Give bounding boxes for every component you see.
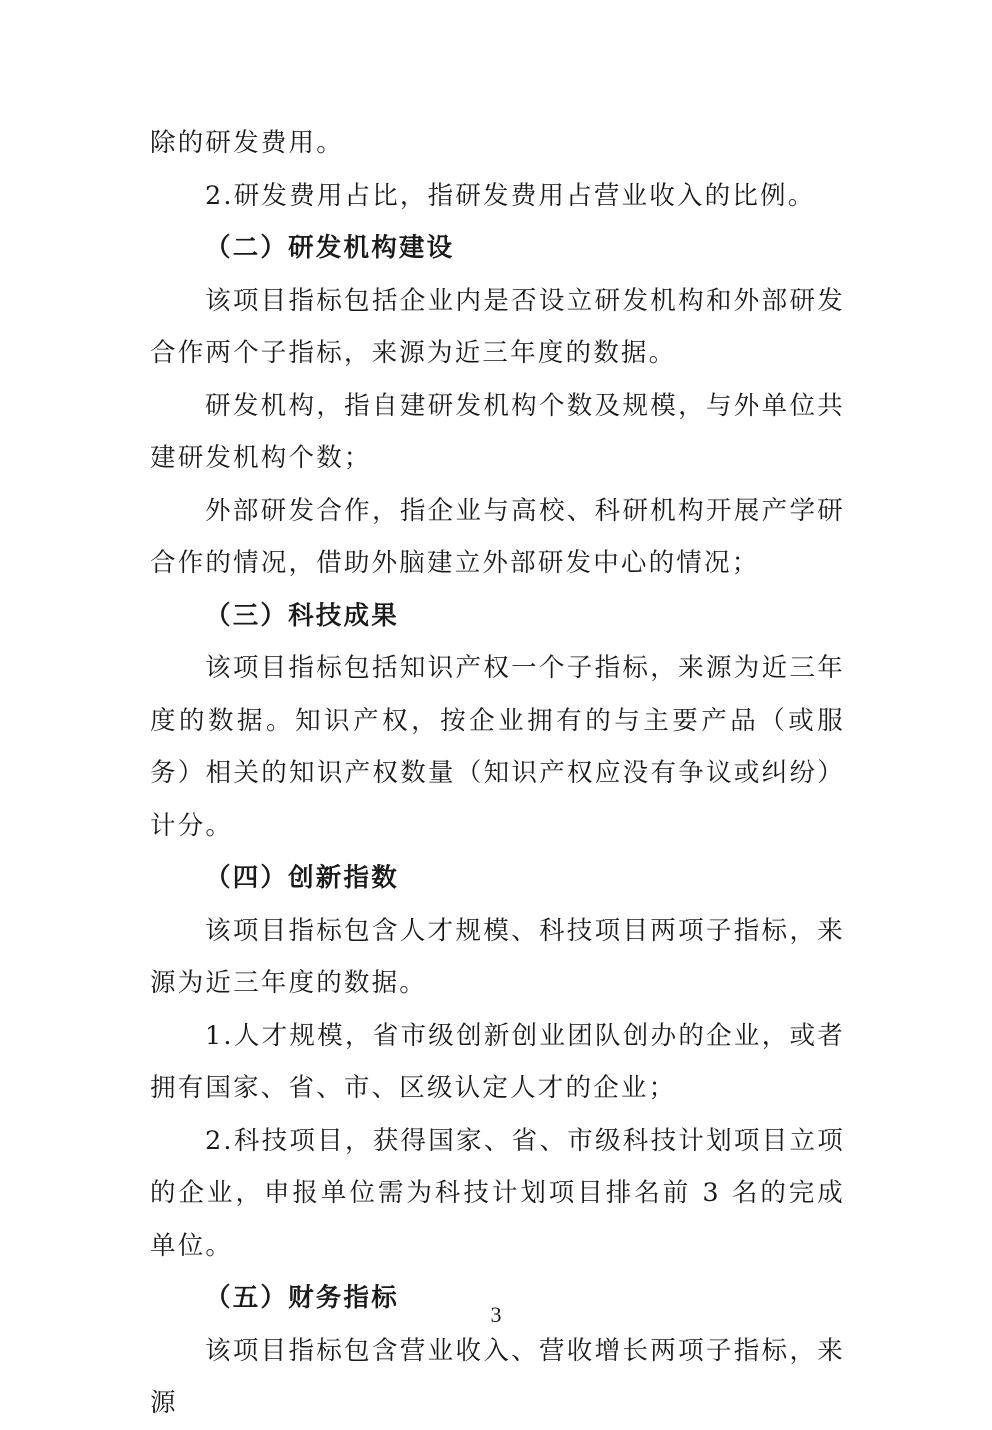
section-heading: （三）科技成果	[205, 600, 399, 631]
paragraph: 外部研发合作，指企业与高校、科研机构开展产学研合作的情况，借助外脑建立外部研发中心的情况；	[150, 495, 845, 578]
page-number: 3	[490, 1302, 502, 1327]
paragraph: 该项目指标包含人才规模、科技项目两项子指标，来源为近三年度的数据。	[150, 915, 845, 998]
section-heading: （四）创新指数	[205, 863, 399, 893]
section-heading: （二）研发机构建设	[205, 233, 455, 263]
paragraph: 2.科技项目，获得国家、省、市级科技计划项目立项的企业，申报单位需为科技计划项目排名前 3 名的完成单位。	[150, 1125, 845, 1261]
paragraph: 该项目指标包含营业收入、营收增长两项子指标，来源	[150, 1335, 845, 1418]
document-body	[150, 117, 845, 1430]
section-heading: （五）财务指标	[205, 1283, 399, 1313]
paragraph: 该项目指标包括企业内是否设立研发机构和外部研发合作两个子指标，来源为近三年度的数据。	[150, 285, 845, 368]
paragraph: 2.研发费用占比，指研发费用占营业收入的比例。	[205, 180, 816, 211]
paragraph: 研发机构，指自建研发机构个数及规模，与外单位共建研发机构个数；	[150, 390, 845, 473]
paragraph: 除的研发费用。	[150, 128, 344, 158]
paragraph: 该项目指标包括知识产权一个子指标，来源为近三年度的数据。知识产权，按企业拥有的与主要产品（或服务）相关的知识产权数量（知识产权应没有争议或纠纷）计分。	[150, 653, 845, 841]
paragraph: 1.人才规模，省市级创新创业团队创办的企业，或者拥有国家、省、市、区级认定人才的企业；	[150, 1020, 845, 1103]
